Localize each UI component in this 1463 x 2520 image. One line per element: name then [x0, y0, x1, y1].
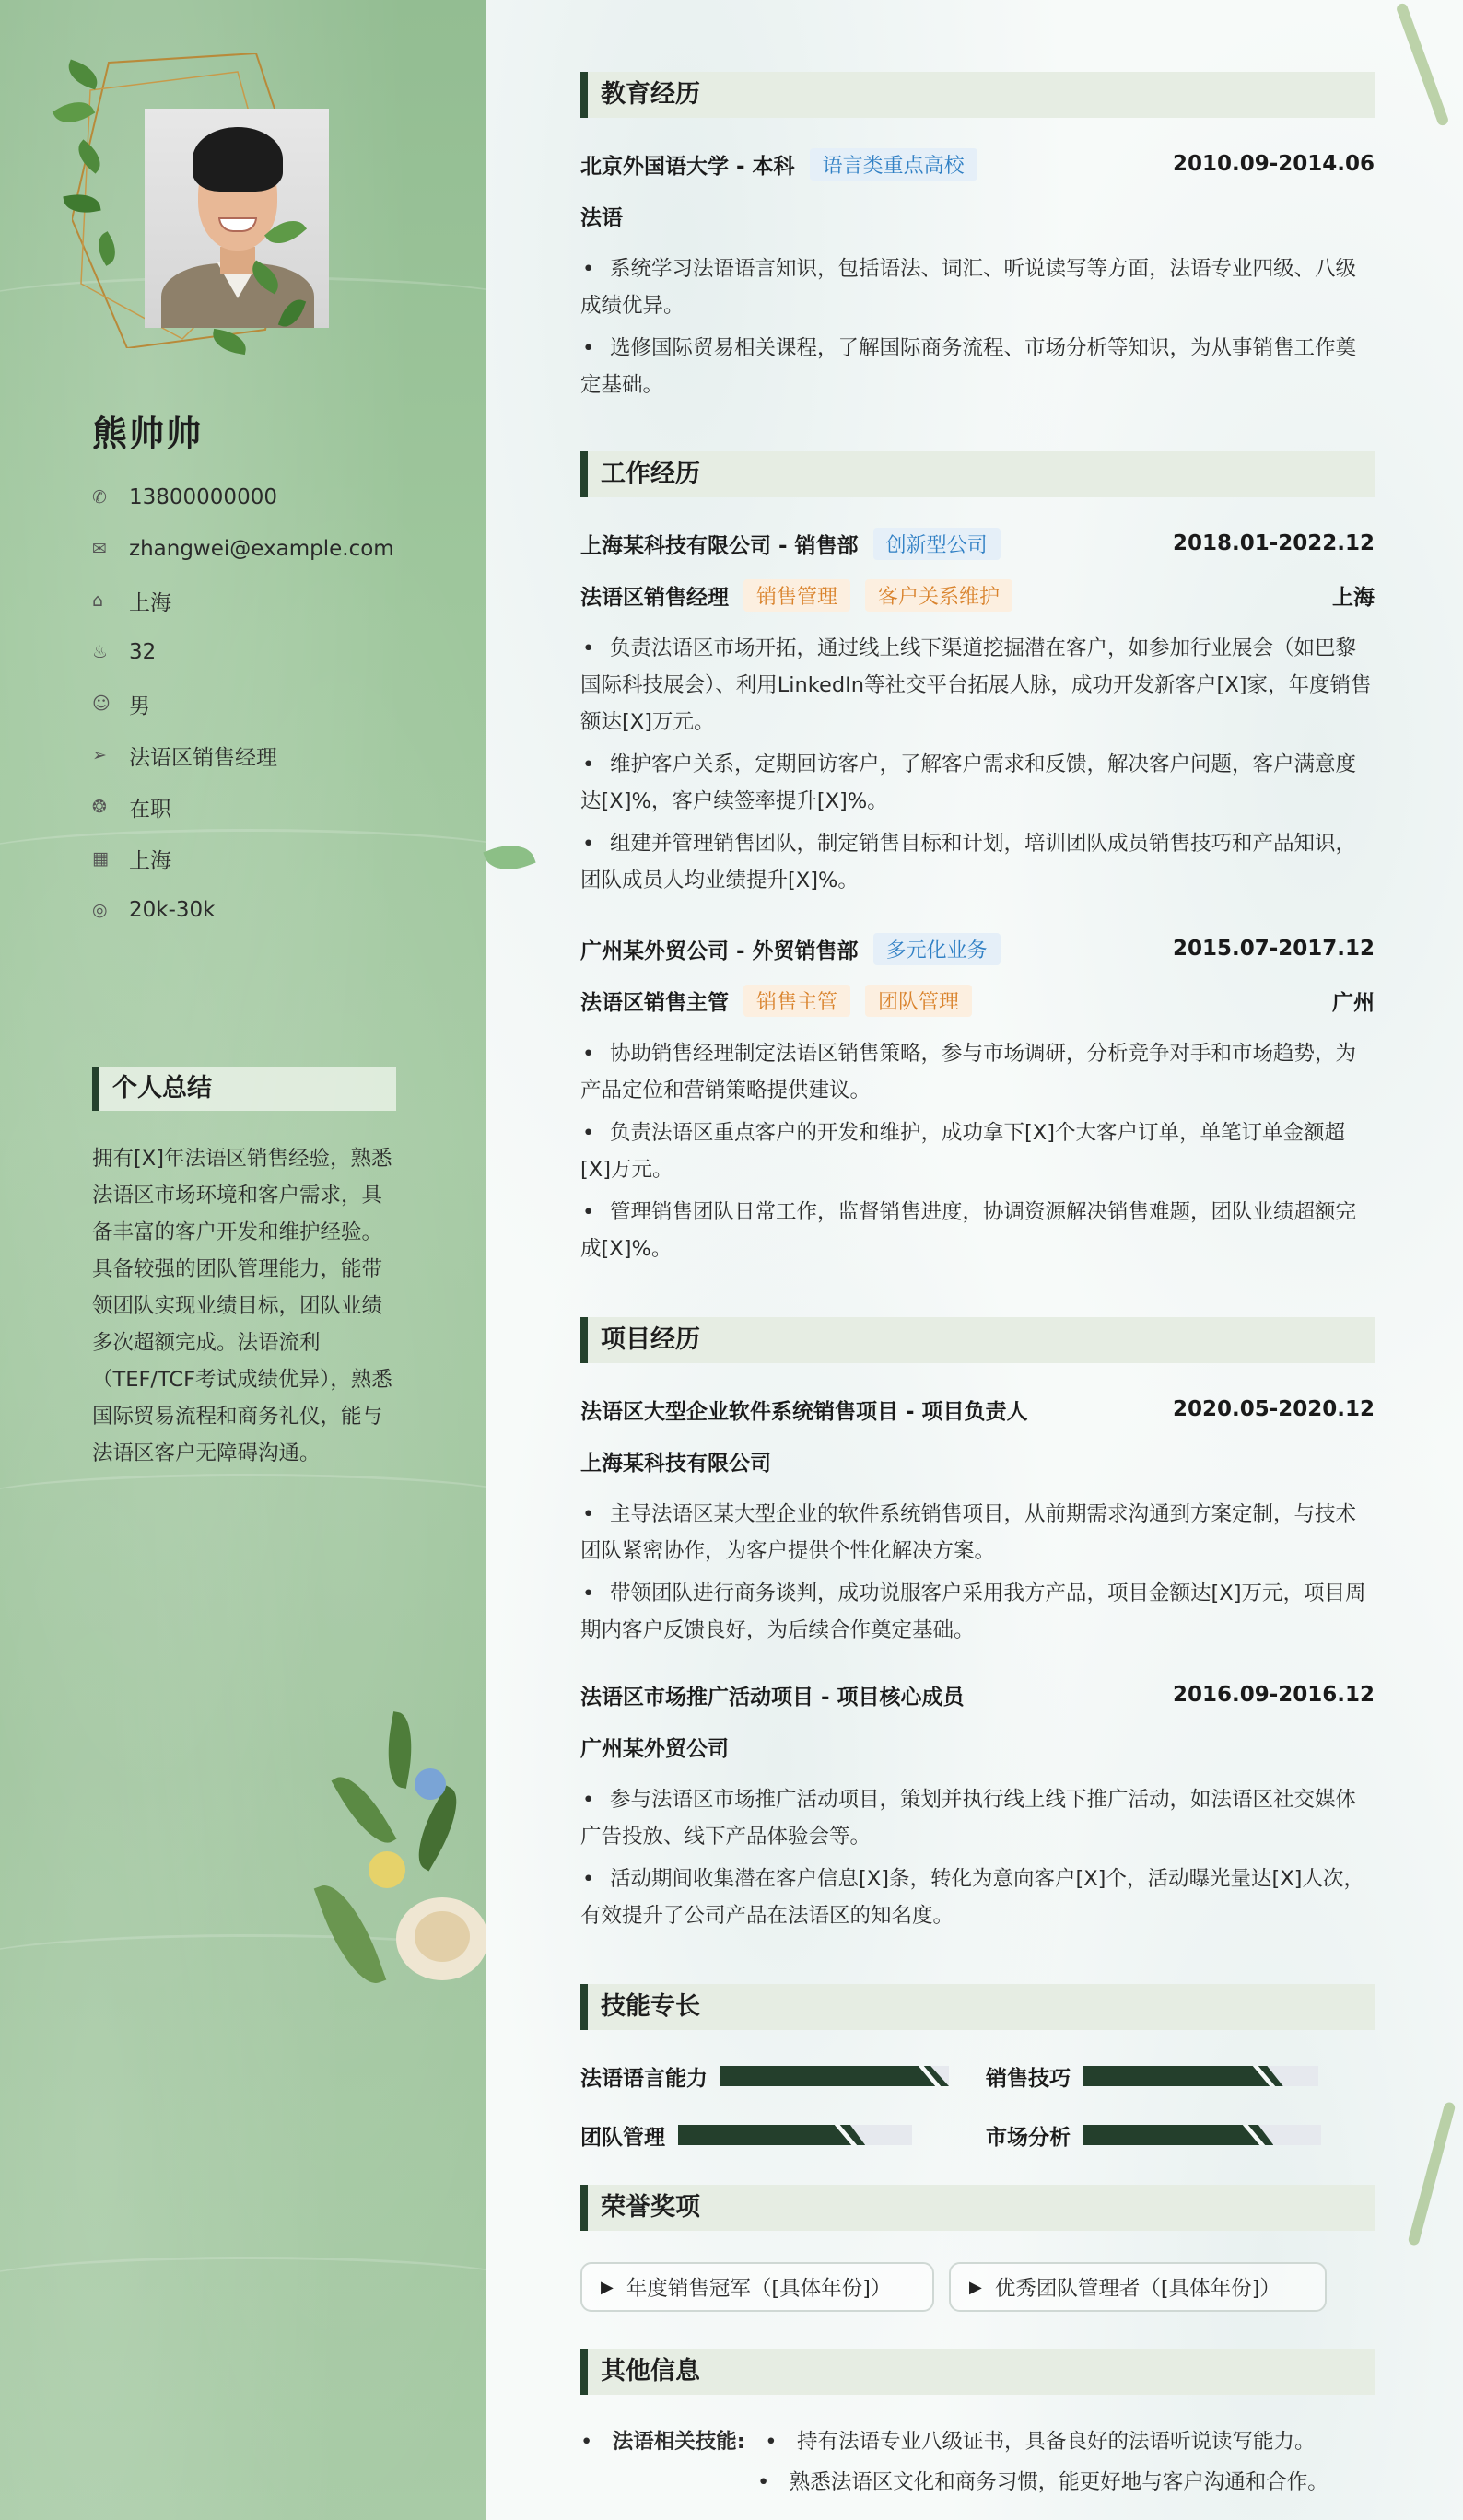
list-item: • 持有法语专业八级证书，具备良好的法语听说读写能力。: [751, 2430, 1316, 2454]
job-company: 广州某外贸公司 - 外贸销售部: [580, 939, 859, 963]
job-header: [580, 525, 1375, 562]
skill-item: [986, 2058, 1318, 2094]
play-icon: ▶: [969, 2277, 982, 2297]
skill-level-fill: [1083, 2066, 1283, 2086]
info-email: [92, 523, 394, 575]
job-period: 2018.01-2022.12: [1172, 531, 1375, 555]
person-name: 熊帅帅: [92, 414, 204, 454]
project-header: [580, 1676, 1375, 1713]
email-value: zhangwei@example.com: [129, 537, 394, 561]
project-org-row: [580, 1442, 1375, 1479]
list-item: • 管理销售团队日常工作，监督销售进度，协调资源解决销售难题，团队业绩超额完成[X]%。: [580, 1200, 1357, 1261]
target-position-value: 法语区销售经理: [129, 745, 277, 770]
list-item: • 选修国际贸易相关课程，了解国际商务流程、市场分析等知识，为从事销售工作奠定基础。: [580, 336, 1357, 397]
info-phone: [92, 472, 394, 523]
job-role: 法语区销售经理: [580, 585, 729, 610]
target-city-value: 上海: [129, 848, 171, 873]
status-icon: ❂: [92, 797, 107, 817]
salary-value: 20k-30k: [129, 898, 216, 922]
building-icon: ▦: [92, 848, 109, 869]
award-label: 年度销售冠军（[具体年份]）: [626, 2277, 892, 2301]
list-item: • 维护客户关系，定期回访客户，了解客户需求和反馈，解决客户问题，客户满意度达[X]%，客户续签率提升[X]%。: [580, 752, 1357, 813]
project-name: 法语区市场推广活动项目 - 项目核心成员: [580, 1685, 965, 1709]
project-org-row: [580, 1728, 1375, 1765]
info-location: [92, 575, 394, 626]
other-info-row: [580, 2422, 1410, 2461]
avatar-frame: [55, 37, 322, 368]
list-item: • 负责法语区市场开拓，通过线上线下渠道挖掘潜在客户，如参加行业展会（如巴黎国际科技展会）、利用LinkedIn等社交平台拓展人脉，成功开发新客户[X]家，年度销售额达[X]万元。: [580, 636, 1372, 734]
vine-decoration: [1395, 2, 1449, 127]
summary-text: 拥有[X]年法语区销售经验，熟悉法语区市场环境和客户需求，具备丰富的客户开发和维护经验。 具备较强的团队管理能力，能带领团队实现业绩目标，团队业绩多次超额完成。法语流利（TEF/TCF考试成绩优异），熟悉国际贸易流程和商务礼仪，能与法语区客户无障碍沟通。: [92, 1147, 392, 1465]
job-company: 上海某科技有限公司 - 销售部: [580, 533, 859, 558]
role-tag: 销售管理: [743, 579, 850, 612]
work-title: 工作经历: [580, 451, 1375, 497]
location-value: 上海: [129, 590, 171, 615]
list-item: • 主导法语区某大型企业的软件系统销售项目，从前期需求沟通到方案定制，与技术团队紧密协作，为客户提供个性化解决方案。: [580, 1502, 1357, 1563]
skill-bar: [720, 2066, 949, 2086]
list-item: • 组建并管理销售团队，制定销售目标和计划，培训团队成员销售技巧和产品知识，团队成员人均业绩提升[X]%。: [580, 832, 1357, 892]
education-major-row: [580, 197, 1375, 234]
skill-level-fill: [1083, 2125, 1273, 2145]
flower-decoration: [332, 1713, 486, 2008]
list-item: • 系统学习法语语言知识，包括语法、词汇、听说读写等方面，法语专业四级、八级成绩优异。: [580, 257, 1357, 318]
skills-title: 技能专长: [580, 1984, 1375, 2030]
info-age: [92, 626, 394, 678]
info-gender: [92, 678, 394, 729]
education-period: 2010.09-2014.06: [1172, 152, 1375, 176]
info-target-position: [92, 729, 394, 781]
role-tag: 销售主管: [743, 985, 850, 1017]
send-icon: ➢: [92, 745, 107, 765]
play-icon: ▶: [601, 2277, 614, 2297]
info-salary: [92, 884, 394, 936]
project-name: 法语区大型企业软件系统销售项目 - 项目负责人: [580, 1399, 1028, 1424]
leaf-decoration: [483, 836, 535, 878]
info-status: [92, 781, 394, 833]
list-item: • 负责法语区重点客户的开发和维护，成功拿下[X]个大客户订单，单笔订单金额超[X]万元。: [580, 1121, 1345, 1182]
education-header: [580, 146, 1375, 182]
skill-item: [986, 2117, 1321, 2153]
wave-decoration: [0, 1474, 486, 1529]
job-role-row: [580, 982, 1375, 1019]
skill-name: 法语语言能力: [580, 2066, 708, 2091]
phone-icon: ✆: [92, 487, 107, 508]
age-value: 32: [129, 640, 157, 664]
gender-icon: ☺: [92, 694, 111, 714]
other-label: 法语相关技能:: [612, 2430, 745, 2454]
skill-level-fill: [720, 2066, 949, 2086]
job-period: 2015.07-2017.12: [1172, 937, 1375, 961]
project-org: 广州某外贸公司: [580, 1736, 729, 1761]
award-item: [580, 2262, 934, 2312]
sidebar: [0, 0, 486, 2520]
company-tag: 创新型公司: [873, 528, 1001, 560]
list-item: • 带领团队进行商务谈判，成功说服客户采用我方产品，项目金额达[X]万元，项目周期内客户反馈良好，为后续合作奠定基础。: [580, 1581, 1366, 1642]
vine-decoration: [1407, 2101, 1456, 2246]
project-org: 上海某科技有限公司: [580, 1451, 771, 1476]
info-target-city: [92, 833, 394, 884]
skill-bar: [678, 2125, 912, 2145]
list-item: • 协助销售经理制定法语区销售策略，参与市场调研，分析竞争对手和市场趋势，为产品定位和营销策略提供建议。: [580, 1042, 1357, 1102]
skill-level-fill: [678, 2125, 865, 2145]
list-item: • 参与法语区市场推广活动项目，策划并执行线上线下推广活动，如法语区社交媒体广告投放、线下产品体验会等。: [580, 1788, 1357, 1849]
awards-title: 荣誉奖项: [580, 2185, 1375, 2231]
role-tag: 客户关系维护: [865, 579, 1012, 612]
other-info-row: [757, 2463, 1421, 2502]
school-tag: 语言类重点高校: [810, 148, 977, 181]
phone-value: 13800000000: [129, 485, 277, 509]
award-item: [949, 2262, 1327, 2312]
skill-item: [580, 2117, 912, 2153]
projects-title: 项目经历: [580, 1317, 1375, 1363]
job-role-row: [580, 577, 1375, 613]
contact-info-list: [92, 472, 394, 936]
cake-icon: ♨: [92, 642, 109, 662]
list-item: • 熟悉法语区文化和商务习惯，能更好地与客户沟通和合作。: [757, 2470, 1328, 2494]
money-icon: ◎: [92, 900, 108, 920]
other-bullet-icon: •: [580, 2430, 606, 2454]
mail-icon: ✉: [92, 539, 107, 559]
job-role: 法语区销售主管: [580, 990, 729, 1015]
school-name: 北京外国语大学 - 本科: [580, 154, 795, 179]
main-content: [486, 0, 1463, 2520]
summary-title: 个人总结: [92, 1067, 396, 1111]
skill-bar: [1083, 2066, 1318, 2086]
job-header: [580, 930, 1375, 967]
skill-name: 市场分析: [986, 2125, 1071, 2150]
job-city: 上海: [1332, 585, 1375, 610]
role-tag: 团队管理: [865, 985, 972, 1017]
company-tag: 多元化业务: [873, 933, 1001, 965]
wave-decoration: [0, 2257, 486, 2312]
project-period: 2016.09-2016.12: [1172, 1683, 1375, 1707]
education-title: 教育经历: [580, 72, 1375, 118]
list-item: • 活动期间收集潜在客户信息[X]条，转化为意向客户[X]个，活动曝光量达[X]人次，有效提升了公司产品在法语区的知名度。: [580, 1867, 1364, 1928]
project-period: 2020.05-2020.12: [1172, 1397, 1375, 1421]
job-city: 广州: [1332, 990, 1375, 1015]
avatar: [145, 109, 329, 328]
status-value: 在职: [129, 797, 171, 822]
home-icon: ⌂: [92, 590, 104, 611]
skill-bar: [1083, 2125, 1321, 2145]
skill-name: 销售技巧: [986, 2066, 1071, 2091]
gender-value: 男: [129, 694, 150, 718]
education-major: 法语: [580, 205, 623, 230]
award-label: 优秀团队管理者（[具体年份]）: [994, 2277, 1281, 2301]
project-header: [580, 1391, 1375, 1428]
skill-item: [580, 2058, 949, 2094]
skill-name: 团队管理: [580, 2125, 665, 2150]
other-title: 其他信息: [580, 2349, 1375, 2395]
